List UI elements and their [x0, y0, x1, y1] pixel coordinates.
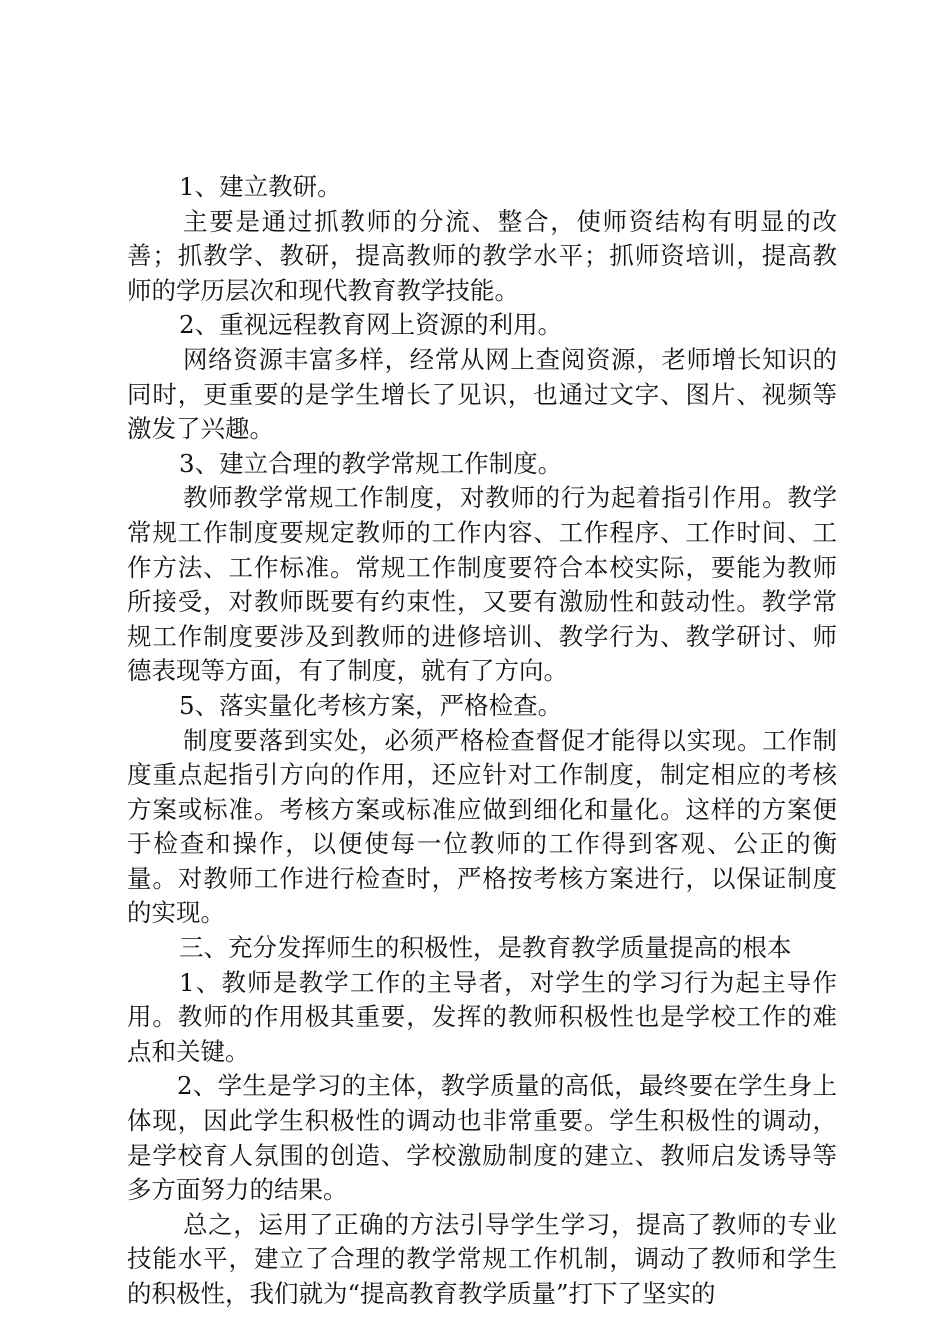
paragraph-teacher-structure: 主要是通过抓教师的分流、整合，使师资结构有明显的改善；抓教学、教研，提高教师的教学水平；抓师资培训，提高教师的学历层次和现代教育教学技能。	[127, 206, 837, 305]
heading-section-three: 三、充分发挥师生的积极性，是教育教学质量提高的根本	[179, 933, 792, 963]
paragraph-conclusion: 总之，运用了正确的方法引导学生学习，提高了教师的专业技能水平，建立了合理的教学常规工作机制，调动了教师和学生的积极性，我们就为“提高教育教学质量”打下了坚实的	[127, 1209, 837, 1308]
heading-establish-research: 1、建立教研。	[179, 172, 342, 201]
document-body	[127, 170, 837, 1312]
paragraph-student-subject: 2、学生是学习的主体，教学质量的高低，最终要在学生身上体现，因此学生积极性的调动也非常重要。学生积极性的调动，是学校育人氛围的创造、学校激励制度的建立、教师启发诱导等多方面努力的结果。	[127, 1071, 837, 1205]
heading-remote-education: 2、重视远程教育网上资源的利用。	[179, 310, 563, 340]
paragraph-teacher-leader: 1、教师是教学工作的主导者，对学生的学习行为起主导作用。教师的作用极其重要，发挥的教师积极性也是学校工作的难点和关键。	[127, 967, 837, 1066]
paragraph-routine-system: 教师教学常规工作制度，对教师的行为起着指引作用。教学常规工作制度要规定教师的工作内容、工作程序、工作时间、工作方法、工作标准。常规工作制度要符合本校实际，要能为教师所接受，对教师既要有约束性，又要有激励性和鼓动性。教学常规工作制度要涉及到教师的进修培训、教学行为、教学研讨、师德表现等方面，有了制度，就有了方向。	[127, 483, 837, 686]
paragraph-network-resources: 网络资源丰富多样，经常从网上查阅资源，老师增长知识的同时，更重要的是学生增长了见识，也通过文字、图片、视频等激发了兴趣。	[127, 344, 837, 444]
heading-quantified-assessment: 5、落实量化考核方案，严格检查。	[179, 690, 563, 720]
paragraph-assessment: 制度要落到实处，必须严格检查督促才能得以实现。工作制度重点起指引方向的作用，还应针对工作制度，制定相应的考核方案或标准。考核方案或标准应做到细化和量化。这样的方案便于检查和操作，以便使每一位教师的工作得到客观、公正的衡量。对教师工作进行检查时，严格按考核方案进行，以保证制度的实现。	[127, 725, 837, 928]
heading-routine-system: 3、建立合理的教学常规工作制度。	[179, 448, 563, 478]
